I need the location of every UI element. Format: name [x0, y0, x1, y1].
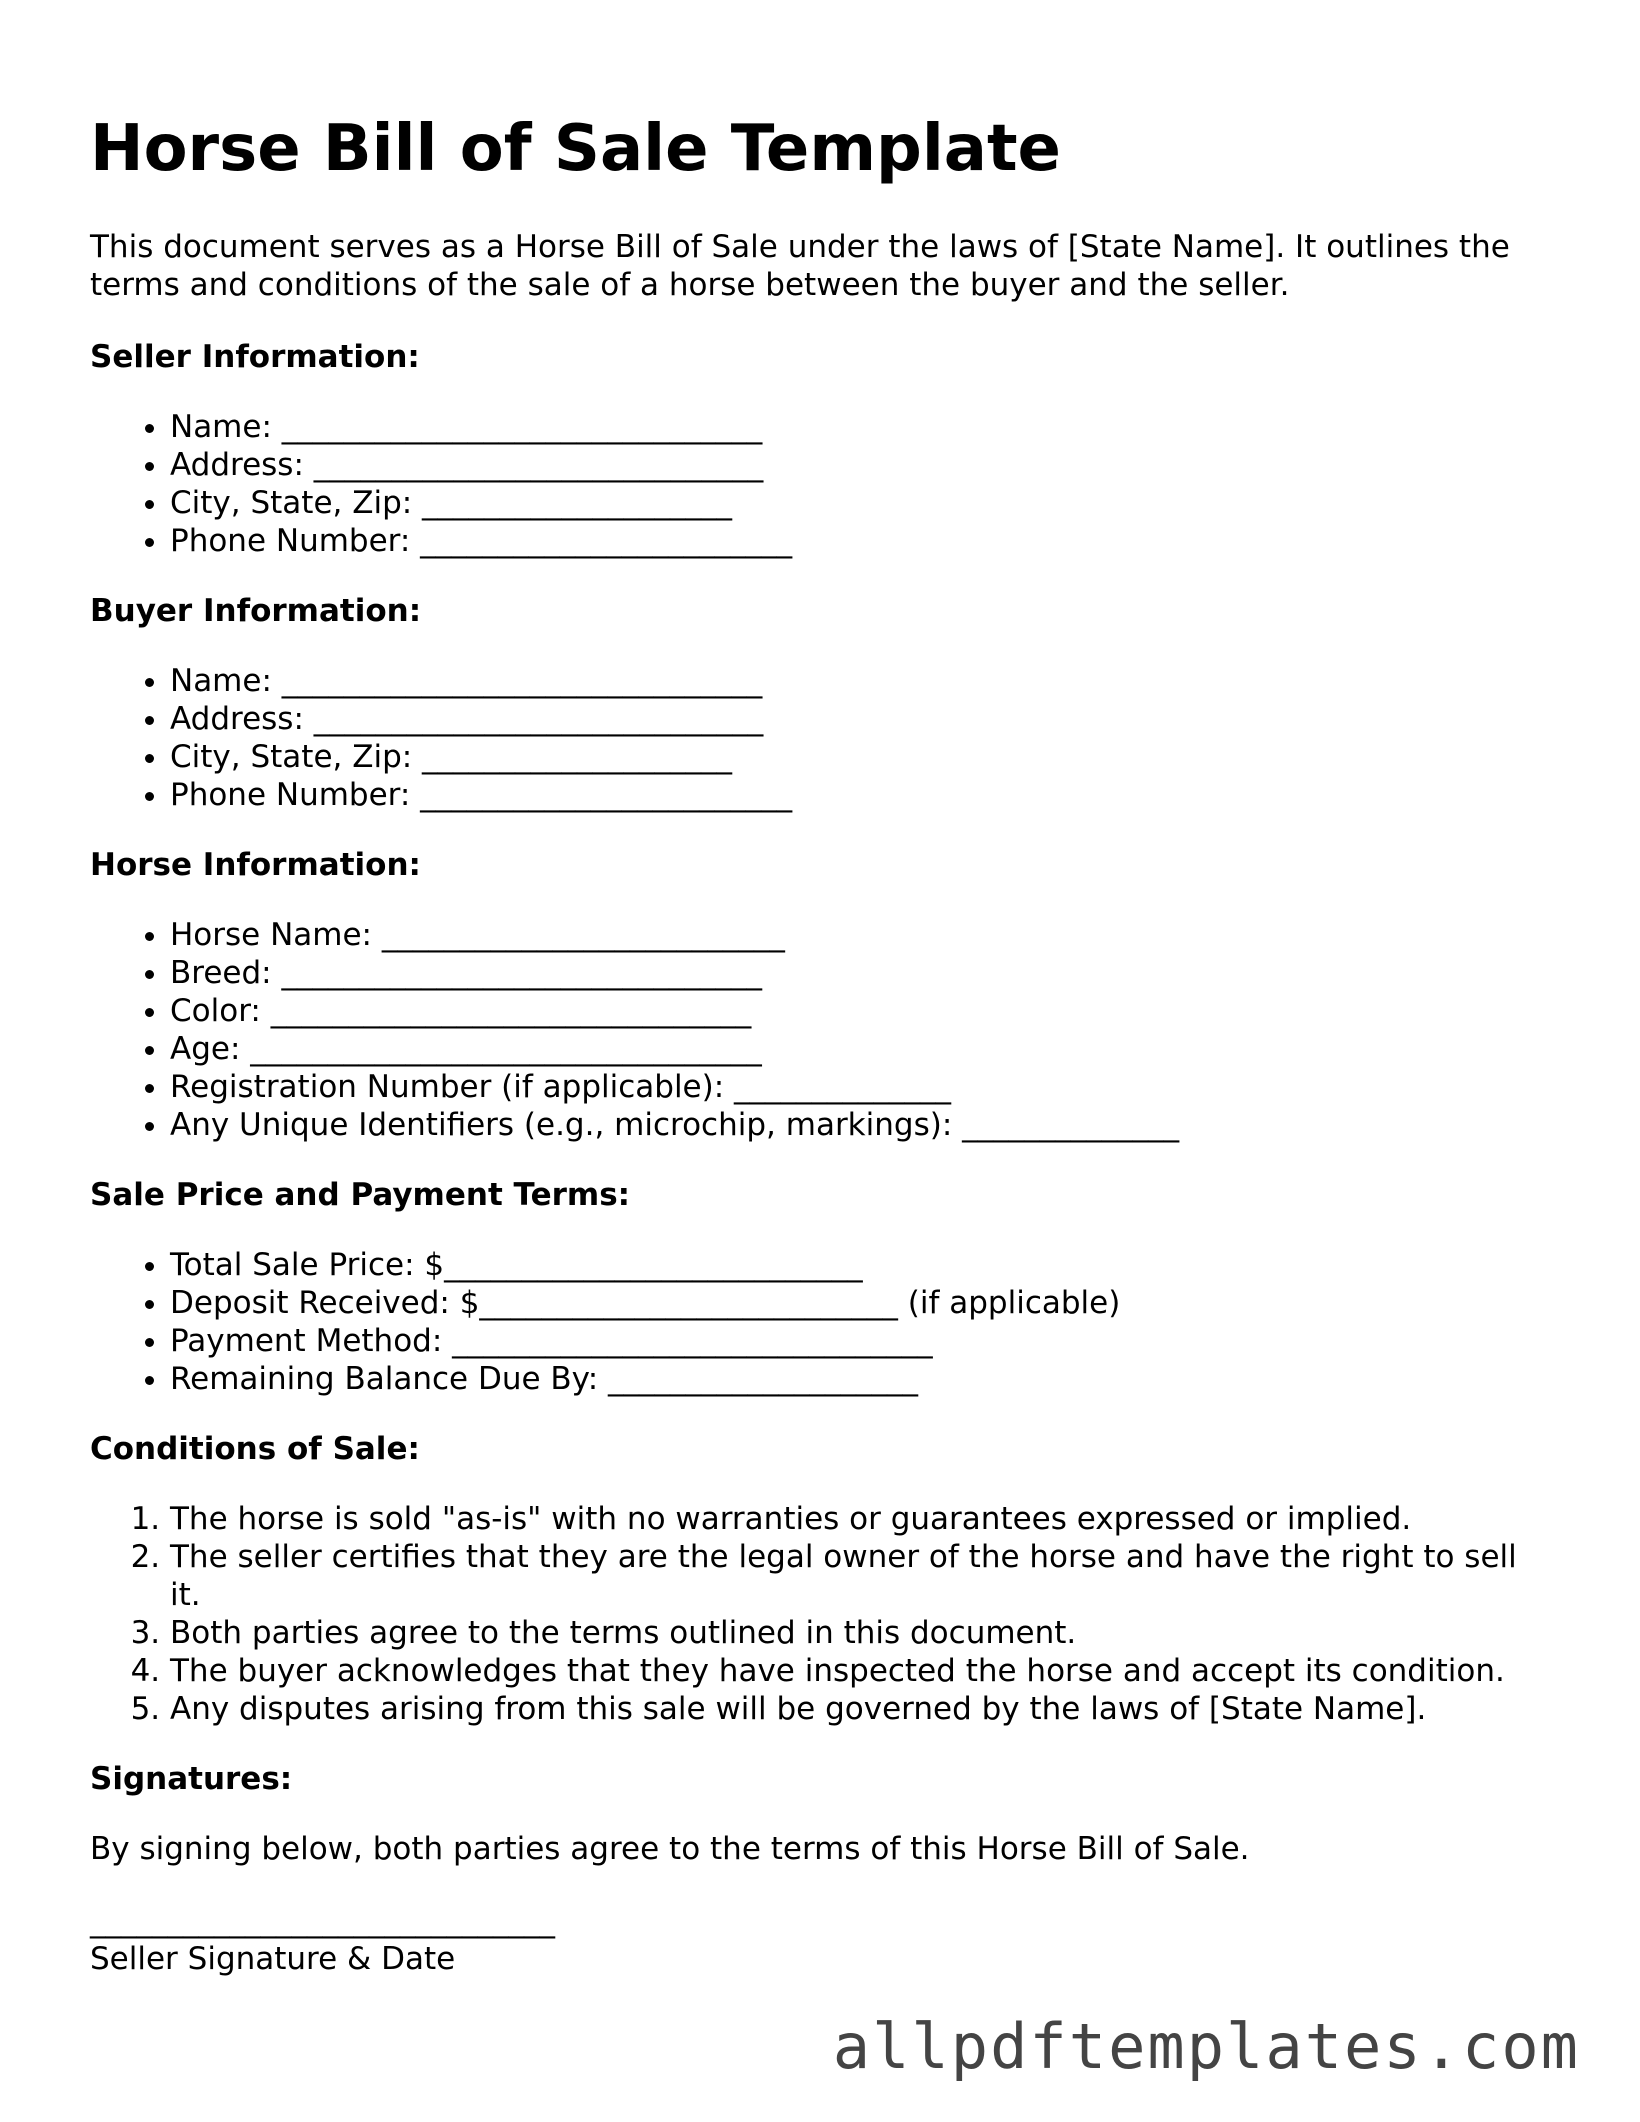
horse-breed-field: • Breed: _______________________________	[170, 954, 1550, 992]
intro-paragraph: This document serves as a Horse Bill of Sale under the laws of [State Name]. It outlines the terms and conditions of the sale of a horse between the buyer and the seller.	[90, 229, 1510, 303]
payment-method-field: • Payment Method: _______________________________	[170, 1322, 1550, 1360]
document-title: Horse Bill of Sale Template	[90, 112, 1061, 186]
condition-item: 2. The seller certifies that they are the legal owner of the horse and have the right to sell it.	[170, 1538, 1550, 1614]
conditions-heading: Conditions of Sale:	[90, 1431, 420, 1467]
seller-address-field: • Address: _____________________________	[170, 446, 1550, 484]
signatures-heading: Signatures:	[90, 1761, 293, 1797]
balance-due-field: • Remaining Balance Due By: ____________________	[170, 1360, 1550, 1398]
condition-item: 4. The buyer acknowledges that they have inspected the horse and accept its condition.	[170, 1652, 1550, 1690]
horse-identifiers-field: • Any Unique Identifiers (e.g., microchip, markings): ______________	[170, 1106, 1550, 1144]
horse-registration-field: • Registration Number (if applicable): ______________	[170, 1068, 1550, 1106]
watermark: allpdftemplates.com	[832, 2010, 1580, 2083]
condition-item: 1. The horse is sold "as-is" with no warranties or guarantees expressed or implied.	[170, 1500, 1550, 1538]
buyer-name-field: • Name: _______________________________	[170, 662, 1550, 700]
condition-item: 3. Both parties agree to the terms outlined in this document.	[170, 1614, 1550, 1652]
seller-city-field: • City, State, Zip: ____________________	[170, 484, 1550, 522]
conditions-list	[90, 1500, 1550, 1728]
seller-name-field: • Name: _______________________________	[170, 408, 1550, 446]
buyer-phone-field: • Phone Number: ________________________	[170, 776, 1550, 814]
document-page	[90, 110, 1550, 1978]
signatures-intro: By signing below, both parties agree to the terms of this Horse Bill of Sale.	[90, 1831, 1250, 1867]
horse-age-field: • Age: _________________________________	[170, 1030, 1550, 1068]
buyer-city-field: • City, State, Zip: ____________________	[170, 738, 1550, 776]
buyer-list	[90, 662, 1550, 814]
condition-item: 5. Any disputes arising from this sale will be governed by the laws of [State Name].	[170, 1690, 1550, 1728]
horse-name-field: • Horse Name: __________________________	[170, 916, 1550, 954]
buyer-heading: Buyer Information:	[90, 593, 422, 629]
horse-color-field: • Color: _______________________________	[170, 992, 1550, 1030]
buyer-address-field: • Address: _____________________________	[170, 700, 1550, 738]
horse-list	[90, 916, 1550, 1144]
seller-heading: Seller Information:	[90, 339, 420, 375]
horse-heading: Horse Information:	[90, 847, 421, 883]
seller-list	[90, 408, 1550, 560]
seller-phone-field: • Phone Number: ________________________	[170, 522, 1550, 560]
payment-list	[90, 1246, 1550, 1398]
seller-signature-line: ______________________________	[90, 1903, 555, 1939]
seller-signature-label: Seller Signature & Date	[90, 1941, 456, 1977]
total-price-field: • Total Sale Price: $___________________________	[170, 1246, 1550, 1284]
payment-heading: Sale Price and Payment Terms:	[90, 1177, 631, 1213]
deposit-field: • Deposit Received: $___________________________ (if applicable)	[170, 1284, 1550, 1322]
